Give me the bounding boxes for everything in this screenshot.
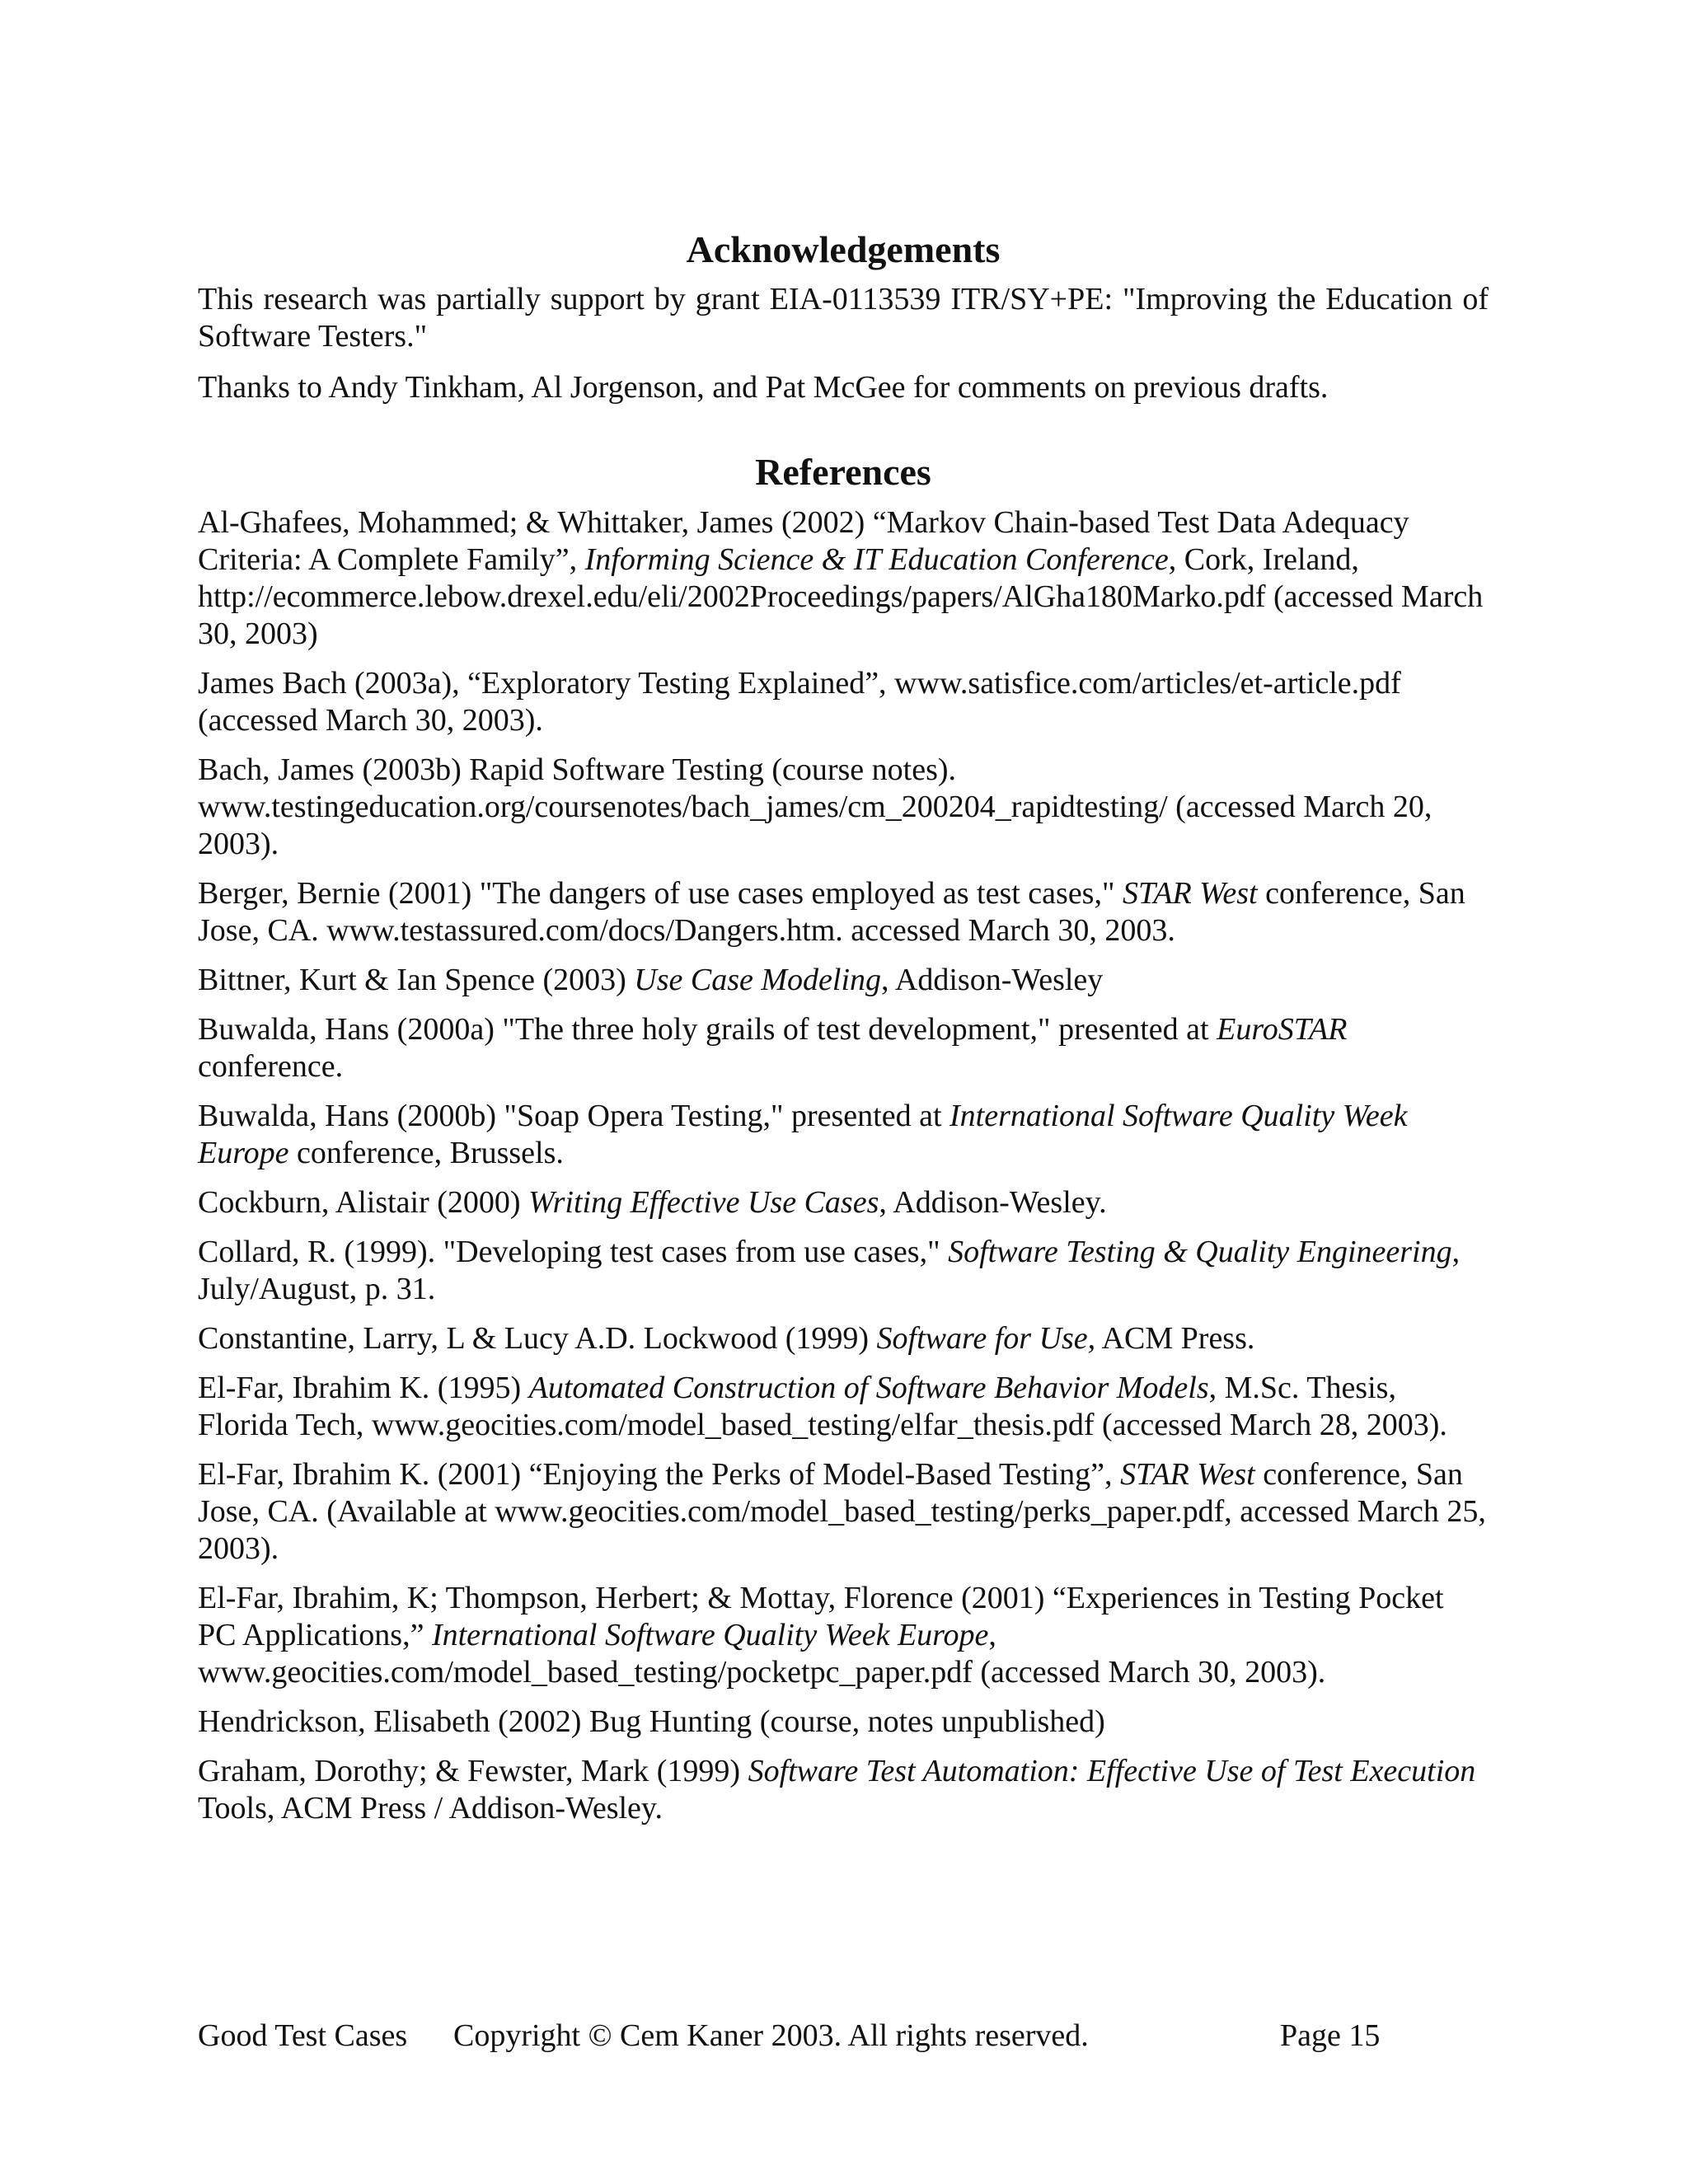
reference-text: conference, San Jose, CA. (Available at www.geocities.com/model_based_testing/perks_paper.pdf, accessed March 25, 2003).	[198, 1457, 1486, 1566]
reference-italic-title: Use Case Modeling	[634, 963, 882, 997]
reference-italic-title: International Software Quality Week Europe	[198, 1099, 1408, 1170]
reference-entry	[198, 875, 1489, 949]
reference-text: , Cork, Ireland, http://ecommerce.lebow.drexel.edu/eli/2002Proceedings/papers/AlGha180Marko.pdf (accessed March 30, 2003)	[198, 542, 1484, 651]
reference-text: ACM Press.	[1095, 1321, 1255, 1356]
reference-italic-title: STAR West	[1122, 876, 1258, 911]
reference-entry	[198, 1320, 1489, 1357]
reference-text: Buwalda, Hans (2000a) "The three holy grails of test development," presented at	[198, 1012, 1217, 1047]
reference-entry	[198, 1753, 1489, 1827]
acknowledgements-paragraph: This research was partially support by grant EIA-0113539 ITR/SY+PE: "Improving the Education of Software Testers."	[198, 282, 1489, 354]
reference-text: , Addison-Wesley.	[879, 1185, 1107, 1220]
reference-text: conference, San Jose, CA. www.testassured.com/docs/Dangers.htm. accessed March 30, 2003.	[198, 876, 1465, 948]
reference-text: , Addison-Wesley	[881, 963, 1104, 997]
reference-text: Cockburn, Alistair (2000)	[198, 1185, 529, 1220]
footer-copyright: Copyright © Cem Kaner 2003. All rights reserved.	[453, 2018, 1089, 2053]
reference-entry	[198, 752, 1489, 863]
reference-entry	[198, 1580, 1489, 1691]
reference-italic-title: EuroSTAR	[1217, 1012, 1348, 1047]
reference-entry	[198, 1456, 1489, 1568]
reference-text: Al-Ghafees, Mohammed; & Whittaker, James (2002) “Markov Chain-based Test Data Adequacy Criteria: A Complete Family”,	[198, 505, 1409, 577]
references-list	[198, 504, 1489, 1840]
reference-entry	[198, 1184, 1489, 1221]
reference-text: conference.	[198, 1049, 344, 1084]
reference-italic-title: Software Testing & Quality Engineering	[948, 1235, 1452, 1269]
reference-entry	[198, 1234, 1489, 1308]
reference-italic-title: Informing Science & IT Education Conference	[584, 542, 1169, 577]
reference-entry	[198, 1098, 1489, 1172]
reference-text: , M.Sc. Thesis, Florida Tech, www.geocities.com/model_based_testing/elfar_thesis.pdf (accessed March 28, 2003).	[198, 1371, 1447, 1442]
reference-text: El-Far, Ibrahim K. (2001) “Enjoying the Perks of Model-Based Testing”,	[198, 1457, 1121, 1492]
acknowledgements-heading: Acknowledgements	[686, 228, 1001, 270]
reference-entry	[198, 1704, 1489, 1741]
footer-page-number: Page 15	[1280, 2018, 1381, 2053]
reference-text: , www.geocities.com/model_based_testing/pocketpc_paper.pdf (accessed March 30, 2003).	[198, 1618, 1326, 1690]
reference-italic-title: Software Test Automation: Effective Use of Test Execution	[748, 1754, 1476, 1788]
reference-italic-title: STAR West	[1120, 1457, 1255, 1492]
reference-text: Graham, Dorothy; & Fewster, Mark (1999)	[198, 1754, 748, 1788]
reference-entry	[198, 1370, 1489, 1444]
reference-entry	[198, 1011, 1489, 1085]
acknowledgements-thanks: Thanks to Andy Tinkham, Al Jorgenson, and Pat McGee for comments on previous drafts.	[198, 370, 1329, 405]
reference-italic-title: Software for Use,	[876, 1321, 1096, 1356]
reference-text: Collard, R. (1999). "Developing test cases from use cases,"	[198, 1235, 949, 1269]
reference-entry	[198, 504, 1489, 653]
reference-entry	[198, 665, 1489, 739]
reference-italic-title: International Software Quality Week Europe	[431, 1618, 989, 1652]
reference-text: , July/August, p. 31.	[198, 1235, 1461, 1306]
reference-text: Berger, Bernie (2001) "The dangers of use cases employed as test cases,"	[198, 876, 1123, 911]
reference-text: El-Far, Ibrahim K. (1995)	[198, 1371, 529, 1405]
reference-italic-title: Automated Construction of Software Behavior Models	[528, 1371, 1209, 1405]
reference-text: Constantine, Larry, L & Lucy A.D. Lockwood (1999)	[198, 1321, 877, 1356]
reference-text: Buwalda, Hans (2000b) "Soap Opera Testing," presented at	[198, 1099, 950, 1133]
reference-text: conference, Brussels.	[288, 1136, 564, 1170]
reference-entry	[198, 962, 1489, 999]
reference-text: Hendrickson, Elisabeth (2002) Bug Hunting (course, notes unpublished)	[198, 1704, 1105, 1739]
reference-text: James Bach (2003a), “Exploratory Testing Explained”, www.satisfice.com/articles/et-article.pdf (accessed March 30, 2003).	[198, 666, 1401, 738]
footer-title: Good Test Cases	[198, 2018, 408, 2053]
reference-text: Tools, ACM Press / Addison-Wesley.	[198, 1791, 663, 1825]
references-heading: References	[755, 451, 931, 493]
reference-italic-title: Writing Effective Use Cases	[528, 1185, 879, 1220]
reference-text: Bach, James (2003b) Rapid Software Testing (course notes). www.testingeducation.org/coursenotes/bach_james/cm_200204_rapidtesting/ (accessed March 20, 2003).	[198, 752, 1432, 861]
reference-text: Bittner, Kurt & Ian Spence (2003)	[198, 963, 635, 997]
reference-text: El-Far, Ibrahim, K; Thompson, Herbert; & Mottay, Florence (2001) “Experiences in Testing Pocket PC Applications,”	[198, 1581, 1444, 1652]
